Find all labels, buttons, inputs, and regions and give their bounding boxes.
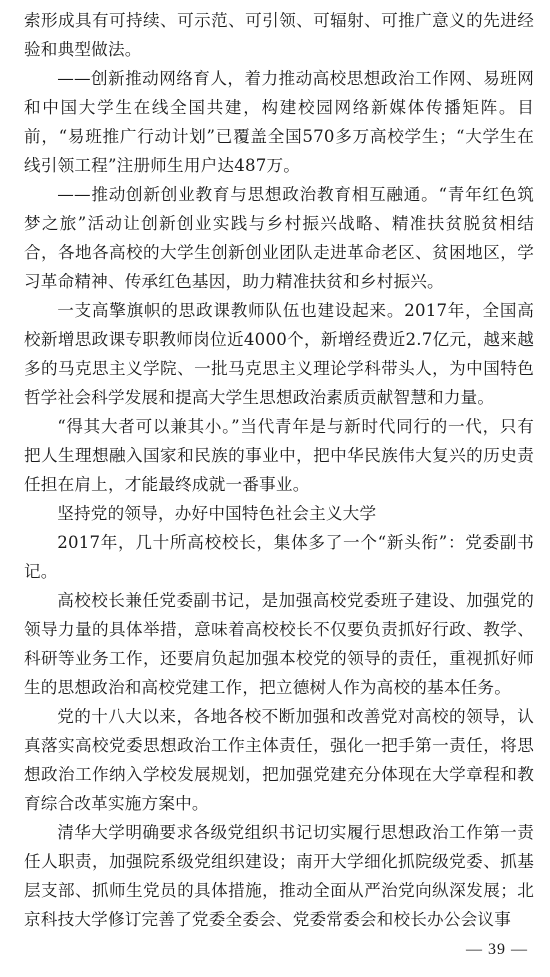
section-heading: 坚持党的领导，办好中国特色社会主义大学 [57,504,377,523]
paragraph: 一支高擎旗帜的思政课教师队伍也建设起来。2017年，全国高校新增思政课专职教师岗位近4000个，新增经费近2.7亿元，越来越多的马克思主义学院、一批马克思主义理论学科带头人，为中国特色哲学社会科学发展和提高大学生思想政治素质贡献智慧和力量。 [24,301,534,407]
paragraph: 党的十八大以来，各地各校不断加强和改善党对高校的领导，认真落实高校党委思想政治工作主体责任，强化一把手第一责任，将思想政治工作纳入学校发展规划，把加强党建充分体现在大学章程和教育综合改革实施方案中。 [24,707,534,813]
paragraph: 高校校长兼任党委副书记，是加强高校党委班子建设、加强党的领导力量的具体举措，意味着高校校长不仅要负责抓好行政、教学、科研等业务工作，还要肩负起加强本校党的领导的责任，重视抓好师生的思想政治和高校党建工作，把立德树人作为高校的基本任务。 [24,591,534,697]
paragraph: 清华大学明确要求各级党组织书记切实履行思想政治工作第一责任人职责，加强院系级党组织建设；南开大学细化抓院级党委、抓基层支部、抓师生党员的具体措施，推动全面从严治党向纵深发展；北京科技大学修订完善了党委全委会、党委常委会和校长办公会议事 [24,823,534,929]
paragraph: 索形成具有可持续、可示范、可引领、可辐射、可推广意义的先进经验和典型做法。 [24,11,534,59]
paragraph: 2017年，几十所高校校长，集体多了一个“新头衔”：党委副书记。 [24,533,534,581]
paragraph: “得其大者可以兼其小。”当代青年是与新时代同行的一代，只有把人生理想融入国家和民族的事业中，把中华民族伟大复兴的历史责任担在肩上，才能最终成就一番事业。 [24,417,534,494]
page-body [24,6,534,934]
paragraph: ——推动创新创业教育与思想政治教育相互融通。“青年红色筑梦之旅”活动让创新创业实践与乡村振兴战略、精准扶贫脱贫相结合，各地各高校的大学生创新创业团队走进革命老区、贫困地区，学习革命精神、传承红色基因，助力精准扶贫和乡村振兴。 [24,185,534,291]
page-number: — 39 — [466,941,528,958]
paragraph: ——创新推动网络育人，着力推动高校思想政治工作网、易班网和中国大学生在线全国共建，构建校园网络新媒体传播矩阵。目前，“易班推广行动计划”已覆盖全国570多万高校学生；“大学生在线引领工程”注册师生用户达487万。 [24,69,534,175]
